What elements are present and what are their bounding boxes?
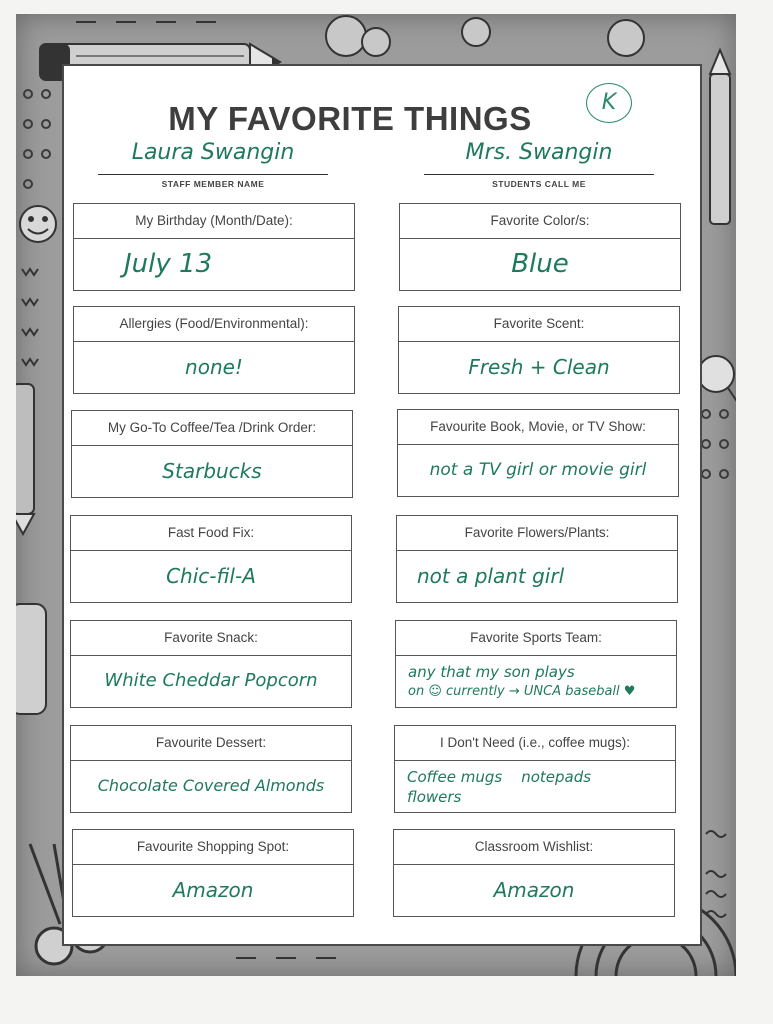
color-value[interactable]: Blue <box>511 249 569 279</box>
allergies-value[interactable]: none! <box>185 355 243 379</box>
card-label: Favourite Shopping Spot: <box>73 830 353 865</box>
staff-name-caption: STAFF MEMBER NAME <box>161 179 265 189</box>
squiggle-pattern <box>706 831 726 917</box>
stapler-icon <box>16 604 46 714</box>
dont-need-line-1: Coffee mugs notepads <box>407 768 592 786</box>
card-label: Favorite Sports Team: <box>396 621 676 656</box>
students-call-me-value[interactable]: Mrs. Swangin <box>424 140 654 175</box>
staff-name-value[interactable]: Laura Swangin <box>98 140 328 175</box>
classroom-wishlist-card <box>393 829 675 917</box>
card-label: My Go-To Coffee/Tea /Drink Order: <box>72 411 352 446</box>
snack-card <box>70 620 352 708</box>
pen-icon <box>16 384 34 534</box>
fast-food-card <box>70 515 352 603</box>
card-label: Fast Food Fix: <box>71 516 351 551</box>
pencil-icon <box>710 50 730 224</box>
allergies-card <box>73 306 355 394</box>
dont-need-card <box>394 725 676 813</box>
card-label: My Birthday (Month/Date): <box>74 204 354 239</box>
dessert-value[interactable]: Chocolate Covered Almonds <box>97 776 325 795</box>
shopping-spot-value[interactable]: Amazon <box>172 878 254 902</box>
flowers-value[interactable]: not a plant girl <box>417 564 565 588</box>
card-label: Favourite Book, Movie, or TV Show: <box>398 410 678 445</box>
fast-food-value[interactable]: Chic-fil-A <box>166 564 256 588</box>
birthday-card <box>73 203 355 291</box>
card-label: Classroom Wishlist: <box>394 830 674 865</box>
dont-need-value[interactable] <box>395 761 675 811</box>
card-label: I Don't Need (i.e., coffee mugs): <box>395 726 675 761</box>
smiley-icon <box>20 206 56 242</box>
card-label: Favorite Snack: <box>71 621 351 656</box>
sports-team-line-1: any that my son plays <box>408 663 575 681</box>
shopping-spot-card <box>72 829 354 917</box>
book-movie-value[interactable]: not a TV girl or movie girl <box>429 460 647 480</box>
students-call-me-field <box>424 140 654 189</box>
birthday-value[interactable]: July 13 <box>124 249 213 279</box>
color-card <box>399 203 681 291</box>
staff-name-field <box>98 140 328 189</box>
book-movie-card <box>397 409 679 497</box>
card-label: Favorite Color/s: <box>400 204 680 239</box>
scent-card <box>398 306 680 394</box>
squiggle-pattern <box>22 269 38 365</box>
page-title: MY FAVORITE THINGS <box>168 100 532 137</box>
grade-circle: K <box>586 83 632 123</box>
card-label: Favorite Flowers/Plants: <box>397 516 677 551</box>
drink-order-value[interactable]: Starbucks <box>162 459 262 483</box>
magnifier-icon <box>698 356 736 406</box>
sports-team-card <box>395 620 677 708</box>
dessert-card <box>70 725 352 813</box>
bubble-pattern <box>326 16 644 56</box>
card-label: Allergies (Food/Environmental): <box>74 307 354 342</box>
card-label: Favorite Scent: <box>399 307 679 342</box>
snack-value[interactable]: White Cheddar Popcorn <box>104 670 318 691</box>
dont-need-line-2: flowers <box>407 788 462 806</box>
classroom-wishlist-value[interactable]: Amazon <box>493 878 575 902</box>
students-call-me-caption: STUDENTS CALL ME <box>492 179 586 189</box>
scent-value[interactable]: Fresh + Clean <box>468 355 610 379</box>
drink-order-card <box>71 410 353 498</box>
sports-team-line-2: on ☺ currently → UNCA baseball ♥ <box>408 684 636 699</box>
flowers-card <box>396 515 678 603</box>
card-label: Favourite Dessert: <box>71 726 351 761</box>
sports-team-value[interactable] <box>396 656 676 706</box>
worksheet <box>62 64 702 946</box>
